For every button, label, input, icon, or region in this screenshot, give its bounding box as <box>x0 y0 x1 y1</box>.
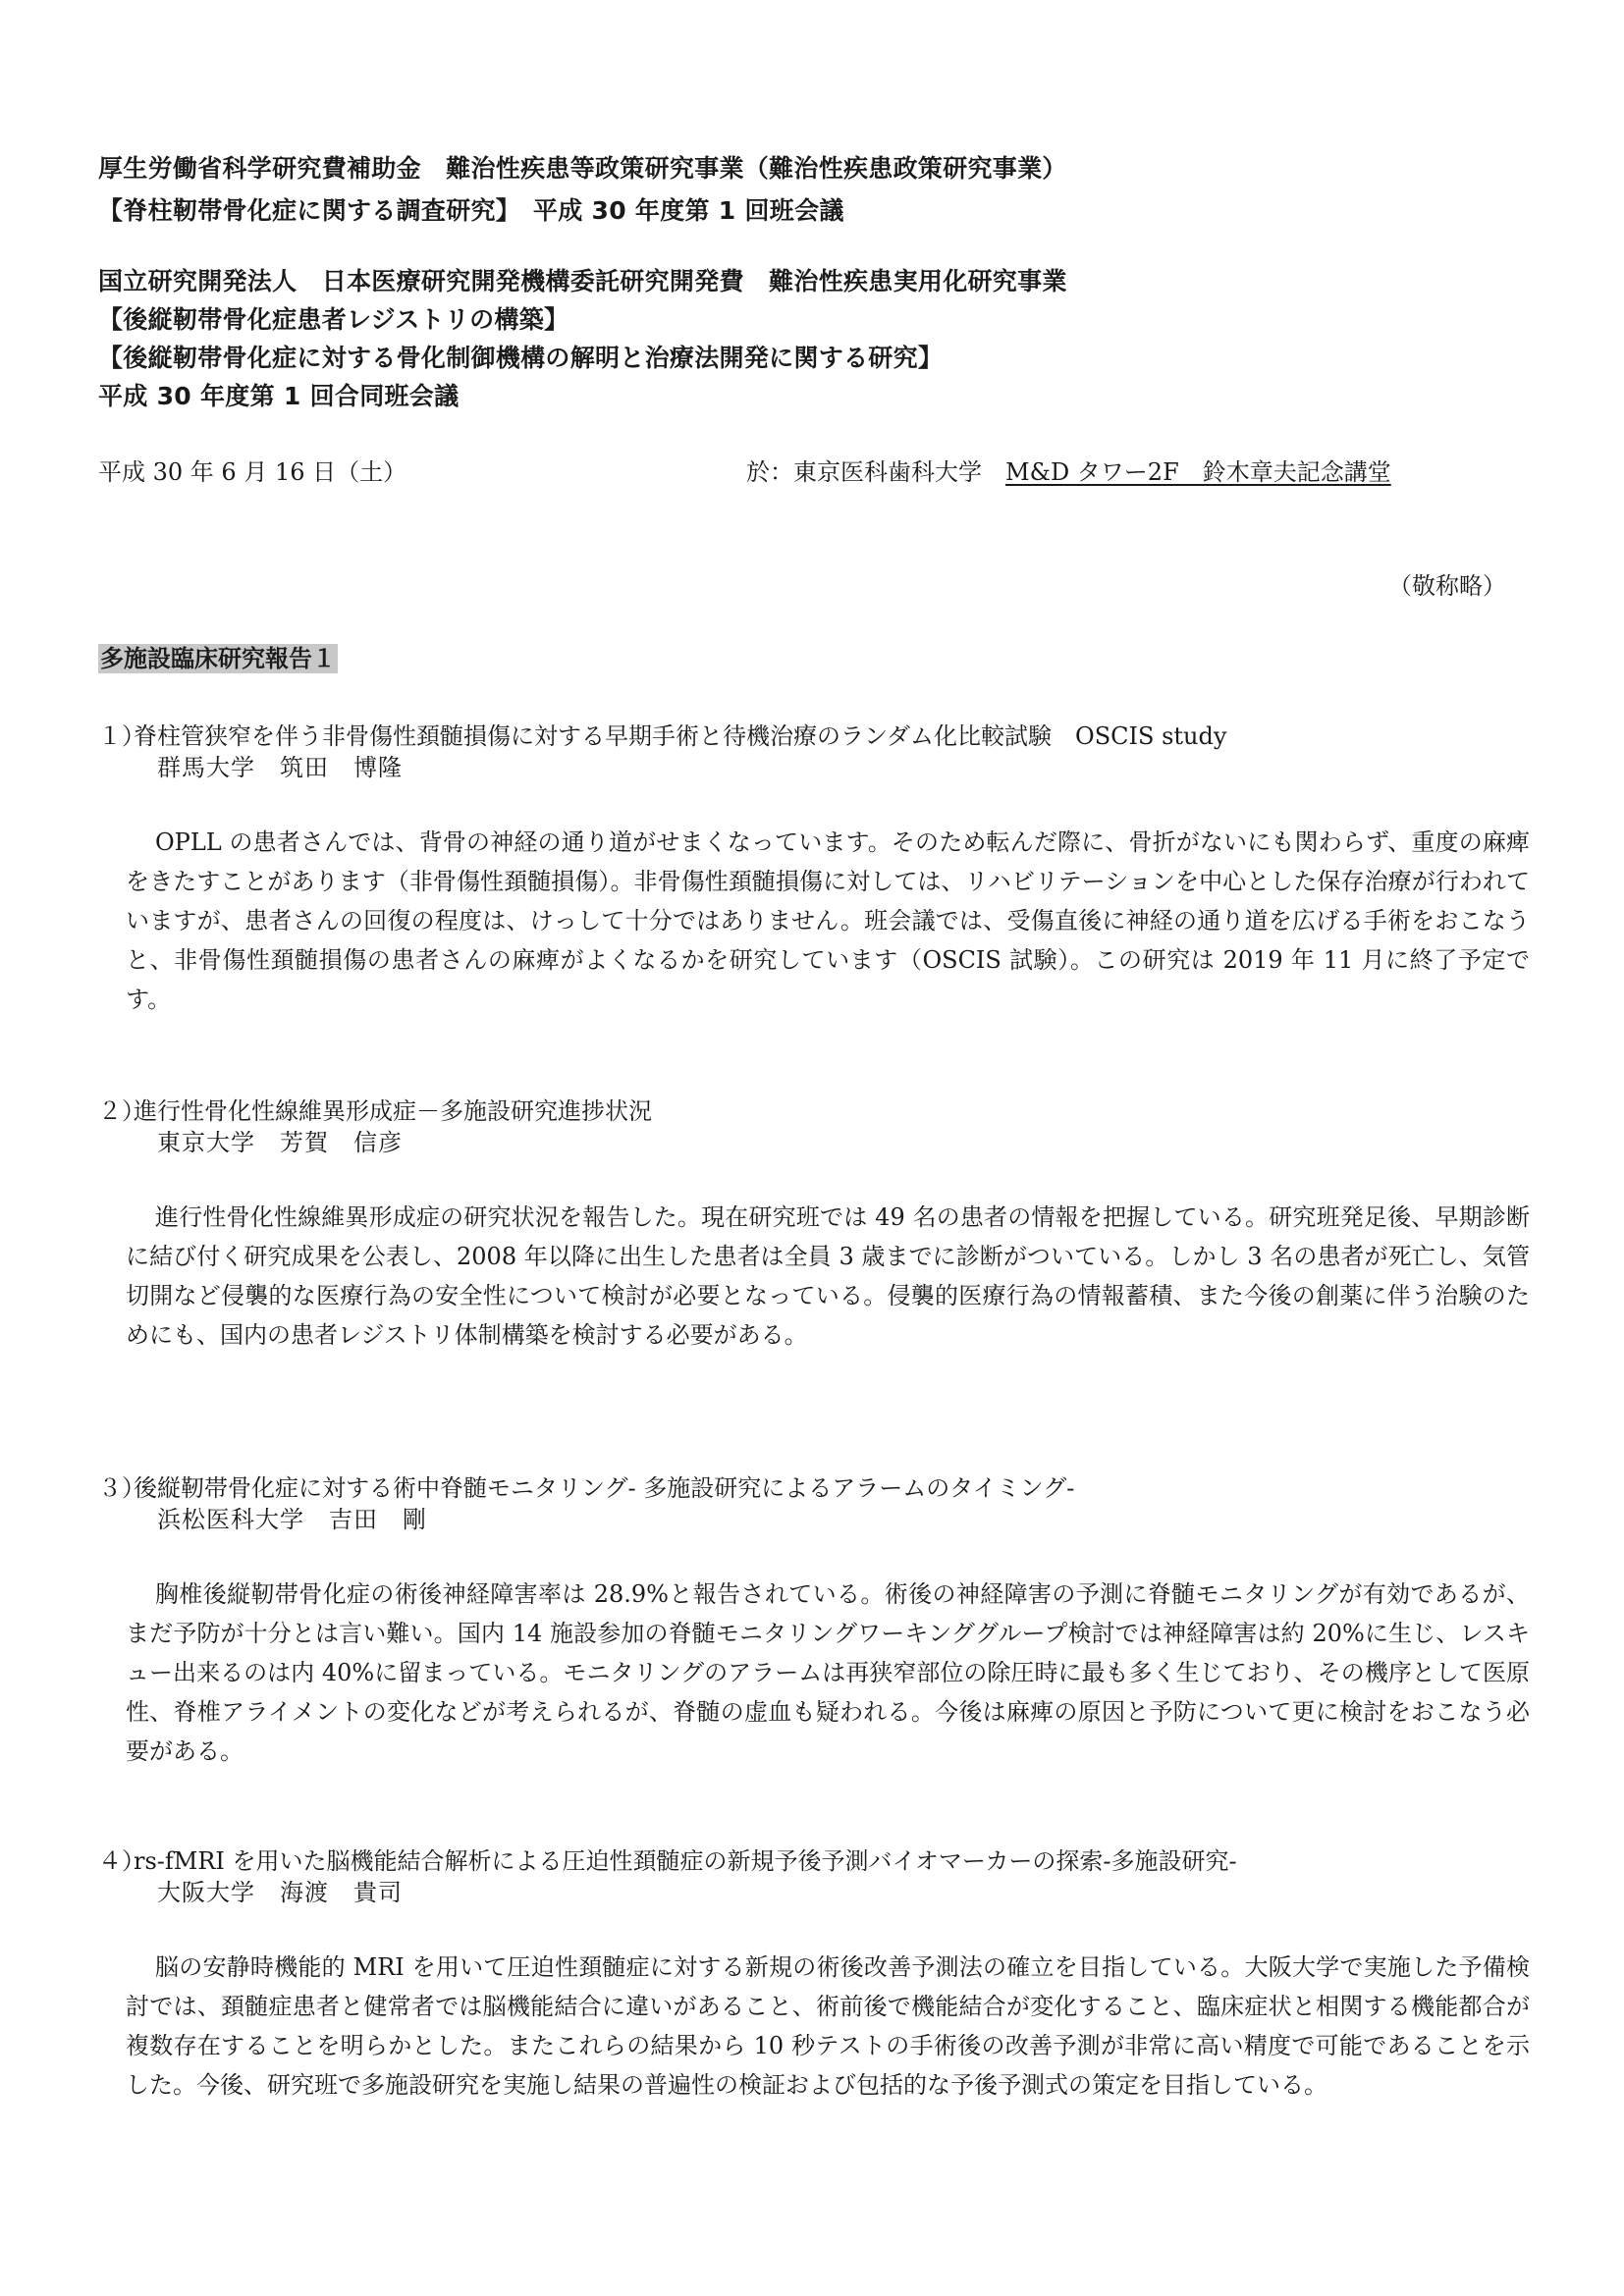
item-title: 脊柱管狭窄を伴う非骨傷性頚髄損傷に対する早期手術と待機治療のランダム化比較試験 OSCIS study <box>134 722 1227 750</box>
honorific-note: （敬称略） <box>1388 572 1506 600</box>
section-heading: 多施設臨床研究報告１ <box>100 645 336 672</box>
venue-hall: M&D タワー2F 鈴木章夫記念講堂 <box>1005 458 1391 486</box>
item-title-line <box>98 1472 1532 1504</box>
item-title: rs-fMRI を用いた脳機能結合解析による圧迫性頚髄症の新規予後予測バイオマーカーの探索-多施設研究- <box>134 1847 1237 1875</box>
item-author: 群馬大学 筑田 博隆 <box>157 754 403 781</box>
report-item <box>98 1095 1532 1355</box>
item-title-line <box>98 1095 1532 1127</box>
report-item <box>98 721 1532 1019</box>
item-author: 大阪大学 海渡 貴司 <box>157 1879 403 1906</box>
header-line-3: 国立研究開発法人 日本医療研究開発機構委託研究開発費 難治性疾患実用化研究事業 <box>98 267 1067 295</box>
venue-prefix: 於：東京医科歯科大学 <box>746 458 1005 486</box>
item-number: ３） <box>98 1474 145 1502</box>
item-body: 脳の安静時機能的 MRI を用いて圧迫性頚髄症に対する新規の術後改善予測法の確立を目指している。大阪大学で実施した予備検討では、頚髄症患者と健常者では脳機能結合に違いがあること、術前後で機能結合が変化すること、臨床症状と相関する機能都合が複数存在することを明らかとした。またこれらの結果から 10 秒テストの手術後の改善予測が非常に高い精度で可能であることを示した。今後、研究班で多施設研究を実施し結果の普遍性の検証および包括的な予後予測式の策定を目指している。 <box>126 1953 1530 2099</box>
header-line-6: 平成 30 年度第 1 回合同班会議 <box>98 382 460 410</box>
item-body: OPLL の患者さんでは、背骨の神経の通り道がせまくなっています。そのため転んだ際に、骨折がないにも関わらず、重度の麻痺をきたすことがあります（非骨傷性頚髄損傷）。非骨傷性頚髄損傷に対しては、リハビリテーションを中心とした保存治療が行われていますが、患者さんの回復の程度は、けっして十分ではありません。班会議では、受傷直後に神経の通り道を広げる手術をおこなうと、非骨傷性頚髄損傷の患者さんの麻痺がよくなるかを研究しています（OSCIS 試験）。この研究は 2019 年 11 月に終了予定です。 <box>126 828 1530 1013</box>
item-body: 進行性骨化性線維異形成症の研究状況を報告した。現在研究班では 49 名の患者の情報を把握している。研究班発足後、早期診断に結び付く研究成果を公表し、2008 年以降に出生した患者は全員 3 歳までに診断がついている。しかし 3 名の患者が死亡し、気管切開など侵襲的な医療行為の安全性について検討が必要となっている。侵襲的医療行為の情報蓄積、また今後の創薬に伴う治験のためにも、国内の患者レジストリ体制構築を検討する必要がある。 <box>126 1203 1530 1349</box>
item-author: 東京大学 芳賀 信彦 <box>157 1129 403 1156</box>
header-line-1: 厚生労働省科学研究費補助金 難治性疾患等政策研究事業（難治性疾患政策研究事業） <box>98 154 1067 183</box>
item-body: 胸椎後縦靭帯骨化症の術後神経障害率は 28.9%と報告されている。術後の神経障害の予測に脊髄モニタリングが有効であるが、まだ予防が十分とは言い難い。国内 14 施設参加の脊髄モニタリングワーキンググループ検討では神経障害は約 20%に生じ、レスキュー出来るのは内 40%に留まっている。モニタリングのアラームは再狭窄部位の除圧時に最も多く生じており、その機序として医原性、脊椎アライメントの変化などが考えられるが、脊髄の虚血も疑われる。今後は麻痺の原因と予防について更に検討をおこなう必要がある。 <box>126 1580 1530 1765</box>
item-author: 浜松医科大学 吉田 剛 <box>157 1506 427 1533</box>
report-item <box>98 1845 1532 2105</box>
item-number: ４） <box>98 1847 145 1875</box>
header-line-5: 【後縦靭帯骨化症に対する骨化制御機構の解明と治療法開発に関する研究】 <box>98 344 944 372</box>
item-number: ２） <box>98 1097 145 1125</box>
report-item <box>98 1472 1532 1771</box>
item-title: 進行性骨化性線維異形成症－多施設研究進捗状況 <box>134 1097 652 1125</box>
item-title: 後縦靭帯骨化症に対する術中脊髄モニタリング- 多施設研究によるアラームのタイミング- <box>134 1474 1075 1502</box>
meeting-date: 平成 30 年 6 月 16 日（土） <box>98 458 407 486</box>
item-title-line <box>98 721 1532 752</box>
meeting-venue <box>746 457 1391 487</box>
header-line-2: 【脊柱靭帯骨化症に関する調査研究】 平成 30 年度第 1 回班会議 <box>98 196 844 225</box>
item-number: １） <box>98 722 145 750</box>
header-line-4: 【後縦靭帯骨化症患者レジストリの構築】 <box>98 305 569 334</box>
item-title-line <box>98 1845 1532 1877</box>
